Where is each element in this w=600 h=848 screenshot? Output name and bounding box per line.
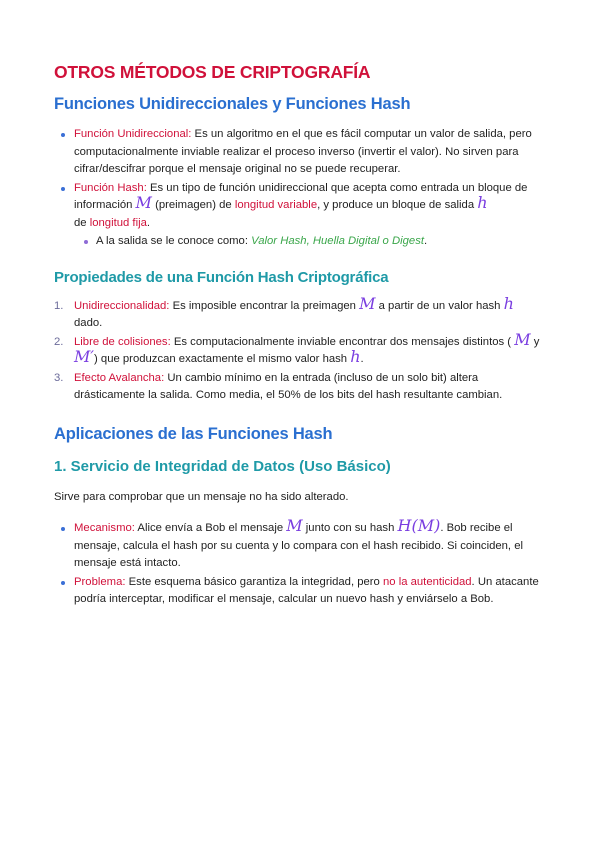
highlight-text: no la autenticidad [382, 575, 472, 588]
math-symbol: M [286, 516, 303, 535]
term-label: Efecto Avalancha: [74, 371, 165, 384]
math-symbol: h [477, 193, 488, 212]
term-text: Es computacionalmente inviable encontrar dos mensajes distintos ( [170, 335, 515, 348]
term-label: Problema: [74, 575, 126, 588]
term-text: . [146, 216, 151, 229]
math-symbol: M′ [74, 347, 95, 366]
list-item-problem [74, 574, 546, 609]
section-heading-applications: Aplicaciones de las Funciones Hash [54, 424, 333, 443]
list-number: 2. [54, 335, 64, 348]
list-item-mechanism [74, 516, 546, 573]
term-text: , y produce un bloque de salida [317, 199, 478, 211]
highlight-text: longitud fija [89, 216, 147, 229]
term-text: Este esquema básico garantiza la integridad, pero [125, 575, 383, 588]
term-text: Un cambio mínimo en la entrada (incluso de un solo bit) altera drásticamente la salida. Como media, el 50% de los bits del hash resultante cambian. [74, 371, 503, 401]
properties-list [54, 293, 546, 405]
intro-paragraph: Sirve para comprobar que un mensaje no ha sido alterado. [54, 490, 349, 503]
term-text: Es un algoritmo en el que es fácil computar un valor de salida, pero computacionalmente inviable realizar el proceso inverso (invertir el valor). No sirven para cifrar/descifrar porque el mensaje original no se puede recuperar. [74, 128, 532, 175]
list-number: 3. [54, 371, 64, 384]
term-label: Libre de colisiones: [74, 335, 171, 348]
list-number: 1. [54, 299, 64, 312]
term-text: a partir de un valor hash [375, 299, 504, 312]
term-label: Unidireccionalidad: [74, 299, 170, 312]
term-text: dado. [74, 317, 103, 329]
math-symbol: H(M) [397, 516, 441, 535]
math-symbol: M [135, 193, 152, 212]
page-title: OTROS MÉTODOS DE CRIPTOGRAFÍA [54, 62, 371, 82]
term-label: Mecanismo: [74, 522, 135, 534]
math-symbol: M [359, 293, 376, 313]
list-item-avalanche [54, 370, 546, 405]
term-text: ) que produzcan exactamente el mismo valor hash [94, 353, 351, 365]
subsection-heading-integrity: 1. Servicio de Integridad de Datos (Uso Básico) [54, 457, 391, 475]
term-text: Alice envía a Bob el mensaje [134, 522, 287, 534]
list-item-hash-output [96, 233, 546, 251]
highlight-text: longitud variable [234, 199, 318, 211]
section-heading-functions: Funciones Unidireccionales y Funciones Hash [54, 95, 411, 113]
applications-list [54, 516, 546, 609]
list-item-collision-free [54, 329, 546, 369]
term-text: . [360, 353, 364, 365]
section-heading-properties: Propiedades de una Función Hash Criptográfica [54, 268, 389, 286]
term-text: (preimagen) de [151, 199, 235, 211]
term-text: A la salida se le conoce como: [96, 235, 252, 247]
math-symbol: h [350, 347, 361, 366]
highlight-text-green: Valor Hash, Huella Digital o Digest [251, 235, 424, 247]
term-text: Es un tipo de función unidireccional que acepta como entrada un bloque de información [74, 181, 528, 211]
term-text: y [530, 335, 540, 348]
term-label: Función Hash: [74, 181, 147, 194]
list-item-one-way-function [74, 126, 546, 179]
term-text: . [424, 235, 428, 247]
term-text: . Bob recibe el mensaje, calcula el hash por su cuenta y lo compara con el hash recibido. Si coinciden, el mensaje está intacto. [74, 522, 523, 569]
term-text: de [74, 216, 90, 229]
list-item-unidirectional [54, 293, 546, 333]
list-item-hash-function [74, 180, 546, 251]
term-text: . Un atacante podría interceptar, modificar el mensaje, calcular un nuevo hash y enviárselo a Bob. [74, 575, 539, 605]
math-symbol: M [514, 329, 531, 349]
math-symbol: h [503, 293, 514, 313]
term-text: Es imposible encontrar la preimagen [169, 299, 360, 312]
sub-list [74, 233, 546, 251]
term-label: Función Unidireccional: [74, 128, 192, 140]
term-text: junto con su hash [302, 522, 398, 534]
functions-list [54, 126, 546, 251]
